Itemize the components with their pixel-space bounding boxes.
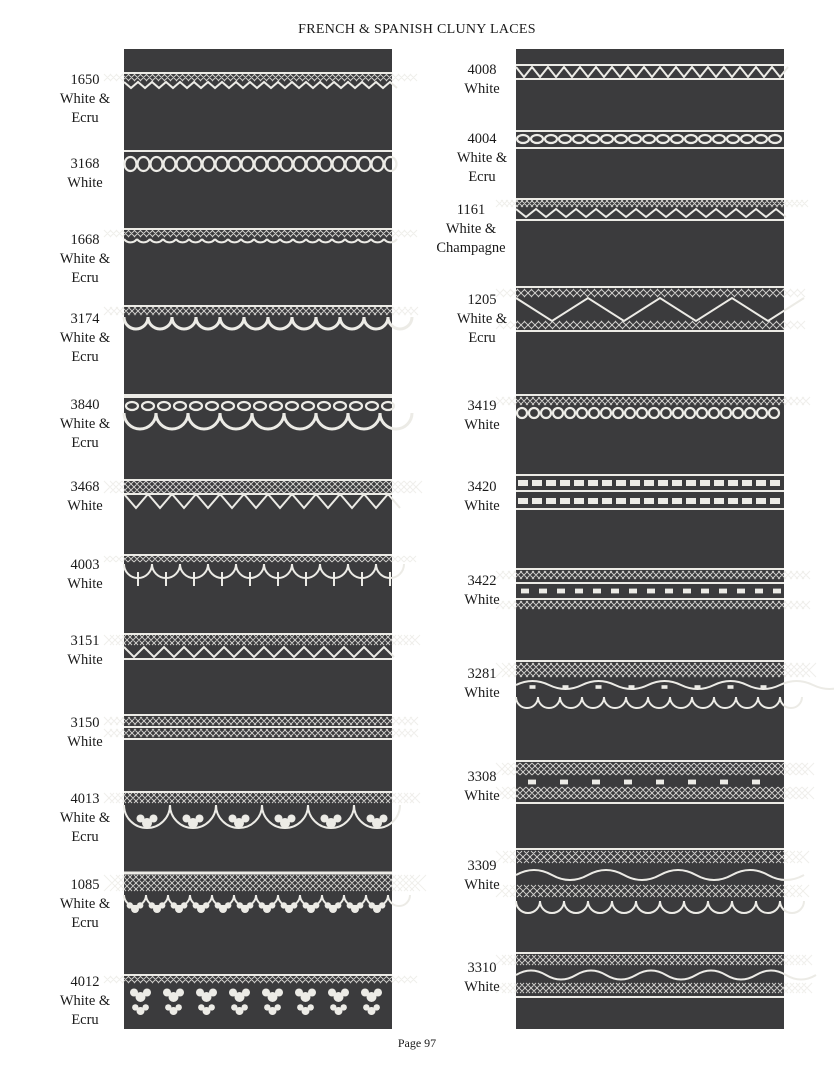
lace-swatch-3308 bbox=[516, 755, 784, 811]
lace-color: White bbox=[464, 81, 500, 97]
lace-color: White bbox=[67, 175, 103, 191]
lace-color-2: Ecru bbox=[71, 829, 99, 845]
lace-color-2: Ecru bbox=[71, 915, 99, 931]
lace-color-2: Ecru bbox=[71, 435, 99, 451]
lace-swatch-4004 bbox=[516, 127, 784, 155]
lace-code: 4008 bbox=[467, 62, 497, 78]
lace-code: 4012 bbox=[70, 974, 100, 990]
lace-label bbox=[30, 231, 140, 288]
lace-swatch-3468 bbox=[124, 474, 392, 516]
lace-swatch-4008 bbox=[516, 61, 784, 85]
lace-label bbox=[434, 478, 530, 516]
lace-code: 3420 bbox=[467, 479, 497, 495]
lace-swatch-1205 bbox=[516, 281, 784, 337]
lace-label bbox=[434, 959, 530, 997]
lace-color-2: Ecru bbox=[468, 169, 496, 185]
lace-label bbox=[30, 556, 140, 594]
lace-color-2: Ecru bbox=[71, 110, 99, 126]
lace-color: White bbox=[464, 979, 500, 995]
lace-color: White bbox=[464, 877, 500, 893]
lace-swatch-3174 bbox=[124, 302, 392, 336]
lace-color-2: Ecru bbox=[71, 349, 99, 365]
lace-code: 4013 bbox=[70, 791, 100, 807]
lace-color: White & bbox=[59, 91, 111, 107]
lace-code: 3468 bbox=[70, 479, 100, 495]
lace-color: White bbox=[464, 788, 500, 804]
lace-code: 3281 bbox=[467, 666, 497, 682]
lace-color: White & bbox=[59, 993, 111, 1009]
lace-label bbox=[426, 201, 516, 258]
lace-label bbox=[30, 71, 140, 128]
lace-label bbox=[30, 714, 140, 752]
lace-label bbox=[30, 478, 140, 516]
lace-color-2: Ecru bbox=[71, 270, 99, 286]
page-title: FRENCH & SPANISH CLUNY LACES bbox=[298, 22, 536, 37]
lace-swatch-panel-left bbox=[124, 49, 392, 1029]
lace-swatch-3281 bbox=[516, 655, 784, 719]
lace-code: 3151 bbox=[70, 633, 100, 649]
lace-swatch-1668 bbox=[124, 225, 392, 259]
lace-color: White & bbox=[456, 311, 508, 327]
lace-color: White & bbox=[59, 330, 111, 346]
lace-code: 3309 bbox=[467, 858, 497, 874]
lace-swatch-3151 bbox=[124, 629, 392, 669]
lace-color: White bbox=[67, 734, 103, 750]
lace-swatch-3310 bbox=[516, 947, 784, 1003]
lace-label bbox=[30, 396, 140, 453]
lace-swatch-4003 bbox=[124, 550, 392, 610]
lace-swatch-3419 bbox=[516, 389, 784, 427]
lace-code: 1650 bbox=[70, 72, 100, 88]
lace-swatch-3420 bbox=[516, 469, 784, 517]
lace-swatch-1650 bbox=[124, 69, 392, 95]
lace-swatch-3422 bbox=[516, 563, 784, 615]
lace-code: 3308 bbox=[467, 769, 497, 785]
lace-label bbox=[434, 291, 530, 348]
lace-swatch-3840 bbox=[124, 390, 392, 430]
lace-label bbox=[30, 876, 140, 933]
lace-color: White bbox=[464, 592, 500, 608]
lace-swatch-3168 bbox=[124, 147, 392, 181]
lace-label bbox=[30, 310, 140, 367]
lace-code: 3168 bbox=[70, 156, 100, 172]
lace-swatch-3309 bbox=[516, 843, 784, 919]
lace-code: 1205 bbox=[467, 292, 497, 308]
lace-color-2: Ecru bbox=[71, 1012, 99, 1028]
lace-color-2: Champagne bbox=[436, 240, 506, 256]
lace-code: 3422 bbox=[467, 573, 497, 589]
lace-code: 4003 bbox=[70, 557, 100, 573]
lace-code: 4004 bbox=[467, 131, 497, 147]
lace-code: 1161 bbox=[456, 202, 486, 218]
lace-code: 3310 bbox=[467, 960, 497, 976]
lace-code: 1085 bbox=[70, 877, 100, 893]
lace-label bbox=[434, 61, 530, 99]
lace-color: White bbox=[464, 498, 500, 514]
lace-color: White & bbox=[59, 810, 111, 826]
page-number: Page 97 bbox=[397, 1036, 437, 1050]
lace-color: White bbox=[464, 685, 500, 701]
lace-code: 3419 bbox=[467, 398, 497, 414]
lace-swatch-3150 bbox=[124, 709, 392, 745]
lace-color: White & bbox=[59, 251, 111, 267]
lace-label bbox=[30, 632, 140, 670]
lace-label bbox=[434, 857, 530, 895]
lace-label bbox=[434, 768, 530, 806]
lace-color: White bbox=[67, 576, 103, 592]
lace-swatch-1161 bbox=[516, 195, 784, 227]
lace-label bbox=[434, 665, 530, 703]
lace-swatch-4012 bbox=[124, 971, 392, 1021]
lace-color: White & bbox=[59, 416, 111, 432]
lace-label bbox=[30, 790, 140, 847]
lace-code: 1668 bbox=[70, 232, 100, 248]
lace-swatch-1085 bbox=[124, 867, 392, 931]
lace-label bbox=[434, 397, 530, 435]
lace-swatch-panel-right bbox=[516, 49, 784, 1029]
lace-swatch-4013 bbox=[124, 787, 392, 843]
lace-label bbox=[434, 130, 530, 187]
lace-color: White & bbox=[445, 221, 497, 237]
lace-code: 3174 bbox=[70, 311, 100, 327]
lace-code: 3150 bbox=[70, 715, 100, 731]
lace-code: 3840 bbox=[70, 397, 100, 413]
lace-label bbox=[30, 973, 140, 1030]
lace-color: White & bbox=[59, 896, 111, 912]
lace-color: White & bbox=[456, 150, 508, 166]
lace-color: White bbox=[464, 417, 500, 433]
lace-color: White bbox=[67, 498, 103, 514]
lace-label bbox=[434, 572, 530, 610]
lace-color: White bbox=[67, 652, 103, 668]
lace-label bbox=[30, 155, 140, 193]
lace-color-2: Ecru bbox=[468, 330, 496, 346]
